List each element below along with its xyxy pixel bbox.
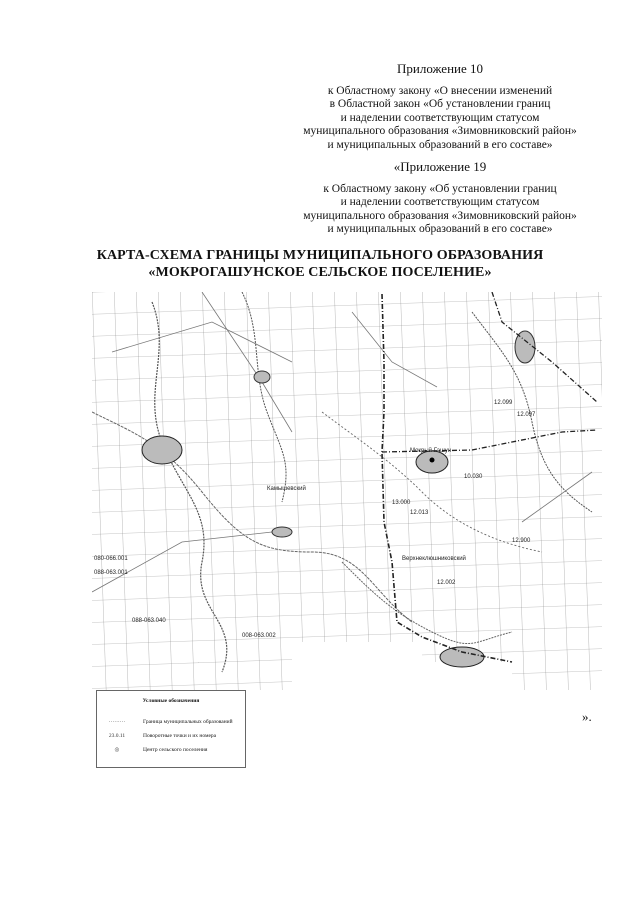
legend-label: Граница муниципальных образований bbox=[143, 719, 233, 725]
point-code: 12.013 bbox=[410, 510, 429, 516]
closing-quote-mark: ». bbox=[582, 709, 592, 724]
annex-10-line: в Областной закон «Об установлении границ bbox=[329, 98, 551, 110]
annex-19-line: и наделении соответствующим статусом bbox=[340, 196, 540, 208]
legend-title: Условные обозначения bbox=[142, 698, 200, 704]
annex-10-line: и муниципальных образований в его составе» bbox=[327, 138, 553, 151]
point-code: 080-066.001 bbox=[94, 556, 128, 562]
point-code: 12.099 bbox=[494, 400, 513, 406]
point-code: 088-063.040 bbox=[132, 618, 166, 624]
map-topography bbox=[92, 292, 602, 690]
point-code: 12.002 bbox=[437, 580, 456, 586]
map-legend bbox=[96, 690, 246, 768]
annex-10-line: к Областному закону «О внесении изменений bbox=[327, 84, 553, 97]
legend-label: Центр сельского поселения bbox=[143, 747, 208, 753]
point-code: 13.000 bbox=[392, 500, 411, 506]
document-title-line-1: КАРТА-СХЕМА ГРАНИЦЫ МУНИЦИПАЛЬНОГО ОБРАЗОВАНИЯ bbox=[96, 248, 544, 263]
point-code: 088-063.001 bbox=[94, 570, 128, 576]
annex-19-title: «Приложение 19 bbox=[393, 159, 487, 174]
point-code: 12.900 bbox=[512, 538, 531, 544]
annex-19-header bbox=[250, 160, 630, 237]
legend-row bbox=[97, 733, 245, 743]
legend-row bbox=[97, 747, 245, 757]
annex-19-line: и муниципальных образований в его составе» bbox=[327, 223, 553, 235]
boundary-line-icon: ········· bbox=[108, 719, 126, 725]
point-code: 10.030 bbox=[464, 474, 483, 480]
point-code: 008-063.002 bbox=[242, 633, 276, 639]
document-title bbox=[0, 247, 640, 281]
annex-10-line: и наделении соответствующим статусом bbox=[340, 111, 540, 124]
place-label: Мокрый Гашун bbox=[410, 448, 452, 454]
annex-10-line: муниципального образования «Зимовниковский район» bbox=[303, 125, 577, 137]
turning-point-icon: 23.0.11 bbox=[108, 733, 126, 739]
legend-label: Поворотные точки и их номера bbox=[143, 733, 217, 739]
legend-row bbox=[97, 719, 245, 729]
annex-19-line: муниципального образования «Зимовниковский район» bbox=[303, 209, 577, 222]
map-scheme bbox=[92, 292, 602, 690]
settlement-center-icon: ◎ bbox=[114, 747, 120, 753]
place-label: Камышевский bbox=[267, 486, 306, 492]
annex-10-title: Приложение 10 bbox=[396, 61, 484, 76]
point-code: 12.097 bbox=[517, 412, 536, 418]
annex-10-header bbox=[250, 62, 630, 152]
document-title-line-2: «МОКРОГАШУНСКОЕ СЕЛЬСКОЕ ПОСЕЛЕНИЕ» bbox=[148, 265, 492, 280]
place-label: Верхнеклюшниковский bbox=[402, 556, 466, 562]
annex-19-line: к Областному закону «Об установлении границ bbox=[323, 182, 557, 195]
